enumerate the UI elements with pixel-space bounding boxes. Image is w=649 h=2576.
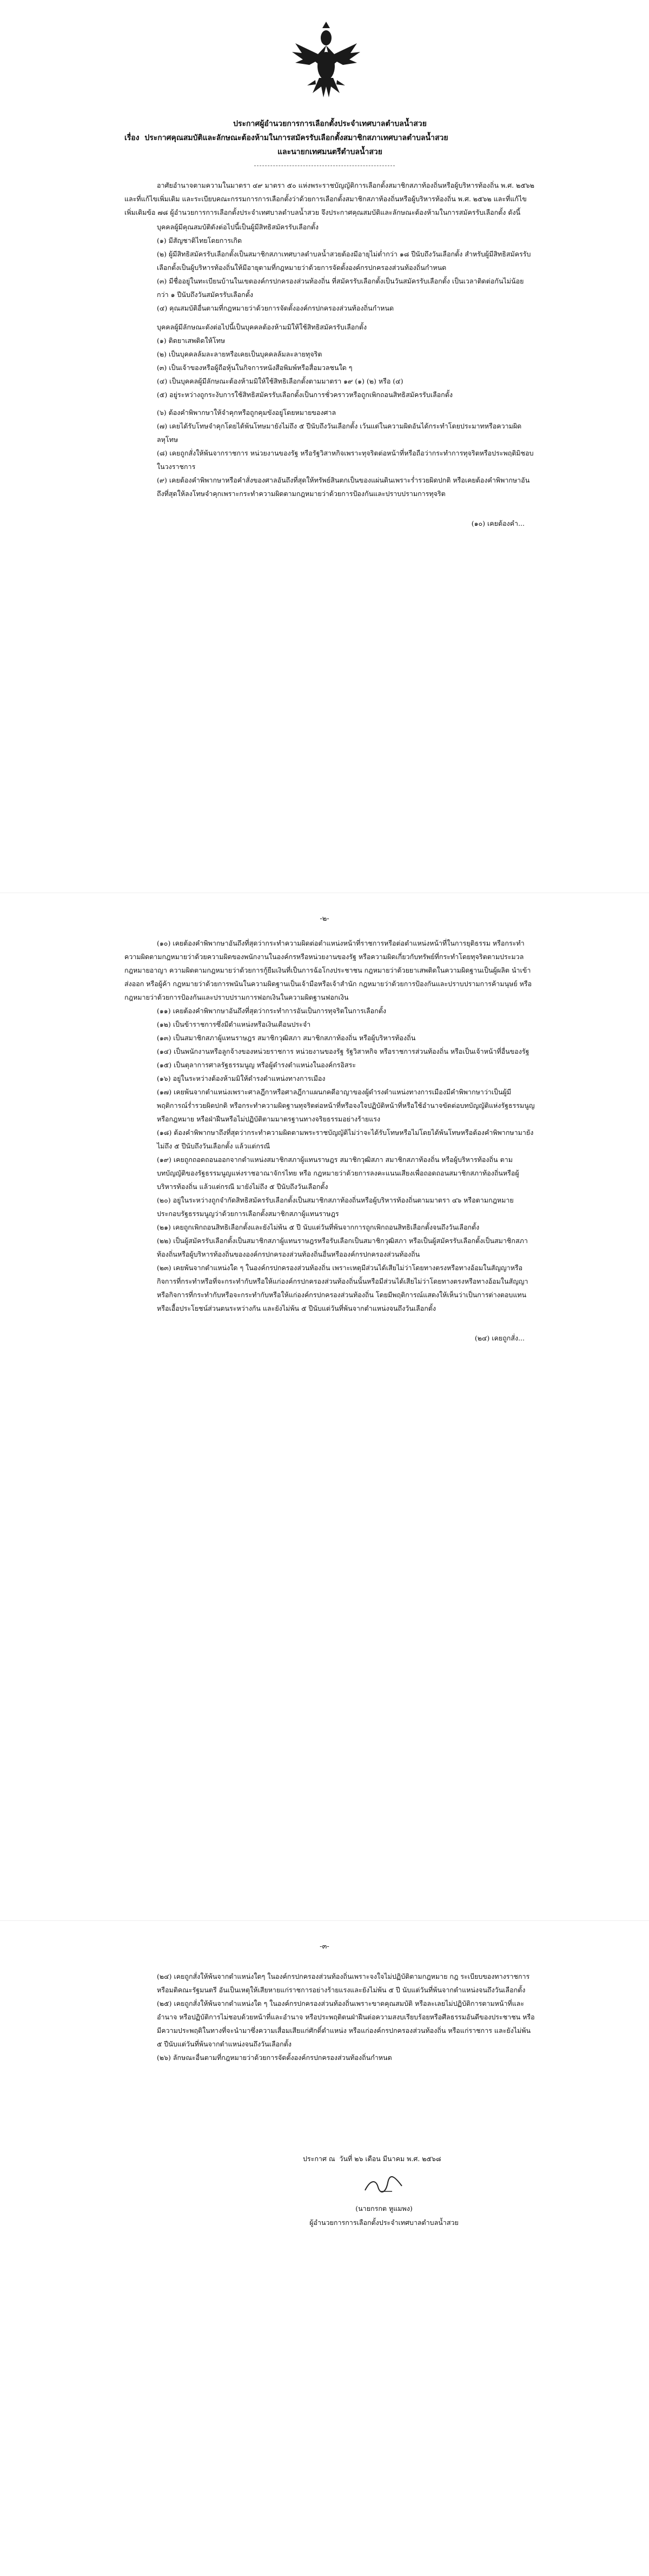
document-page-3 (0, 1920, 649, 2576)
announce-prefix: ประกาศ ณ (303, 2155, 335, 2163)
prohibition-item: (๑๗) เคยพ้นจากตำแหน่งเพราะศาลฎีกาหรือศาลฎีกาแผนกคดีอาญาของผู้ดำรงตำแหน่งทางการเมืองมีคำพิพากษาว่าเป็นผู้มีพฤติการณ์ร่ำรวยผิดปกติ หรือกระทำความผิดฐานทุจริตต่อหน้าที่หรือจงใจปฏิบัติหน้าที่หรือใช้อำนาจขัดต่อบทบัญญัติแห่งรัฐธรรมนูญหรือกฎหมาย หรือฝ่าฝืนหรือไม่ปฏิบัติตามมาตรฐานทางจริยธรรมอย่างร้ายแรง (157, 1088, 535, 1123)
prohibition-item: (๕) อยู่ระหว่างถูกระงับการใช้สิทธิสมัครรับเลือกตั้งเป็นการชั่วคราวหรือถูกเพิกถอนสิทธิสมัครรับเลือกตั้ง (157, 391, 453, 399)
page-number: -๓- (320, 1943, 329, 1951)
prohibition-item: (๒๒) เป็นผู้สมัครรับเลือกตั้งเป็นสมาชิกสภาผู้แทนราษฎรหรือรับเลือกเป็นสมาชิกวุฒิสภา หรือเป็นผู้สมัครรับเลือกตั้งเป็นสมาชิกสภาท้องถิ่นหรือผู้บริหารท้องถิ่นขององค์กรปกครองส่วนท้องถิ่นอื่นหรือองค์กรปกครองส่วนท้องถิ่น (157, 1237, 528, 1258)
page-1-body (124, 179, 535, 530)
prohibition-item: (๑๔) เป็นพนักงานหรือลูกจ้างของหน่วยราชการ หน่วยงานของรัฐ รัฐวิสาหกิจ หรือราชการส่วนท้องถิ่น หรือเป็นเจ้าหน้าที่อื่นของรัฐ (157, 1047, 529, 1055)
document-page-2 (0, 893, 649, 1921)
prohibition-item: (๒๓) เคยพ้นจากตำแหน่งใด ๆ ในองค์กรปกครองส่วนท้องถิ่น เพราะเหตุมีส่วนได้เสียไม่ว่าโดยทางตรงหรือทางอ้อมในสัญญาหรือกิจการที่กระทำหรือที่จะกระทำกับหรือให้แก่องค์กรปกครองส่วนท้องถิ่นนั้นหรือมีส่วนได้เสียไม่ว่าโดยทางตรงหรือทางอ้อมในสัญญาหรือกิจการที่กระทำกับหรือจะกระทำกับหรือให้แก่องค์กรปกครองส่วนท้องถิ่น โดยมีพฤติการณ์แสดงให้เห็นว่าเป็นการต่างตอบแทนหรือเอื้อประโยชน์ส่วนตนระหว่างกัน และยังไม่พ้น ๕ ปีนับแต่วันที่พ้นจากตำแหน่งจนถึงวันเลือกตั้ง (157, 1264, 528, 1312)
prohibition-item: (๘) เคยถูกสั่งให้พ้นจากราชการ หน่วยงานของรัฐ หรือรัฐวิสาหกิจเพราะทุจริตต่อหน้าที่หรือถือว่ากระทำการทุจริตหรือประพฤติมิชอบในวงราชการ (157, 449, 534, 471)
prohibition-item: (๒๐) อยู่ในระหว่างถูกจำกัดสิทธิสมัครรับเลือกตั้งเป็นสมาชิกสภาท้องถิ่นหรือผู้บริหารท้องถิ่นตามมาตรา ๔๖ หรือตามกฎหมายประกอบรัฐธรรมนูญว่าด้วยการเลือกตั้งสมาชิกสภาผู้แทนราษฎร (157, 1196, 514, 1218)
prohibition-item: (๑๒) เป็นข้าราชการซึ่งมีตำแหน่งหรือเงินเดือนประจำ (157, 1020, 311, 1028)
qualification-item: (๑) มีสัญชาติไทยโดยการเกิด (157, 236, 242, 245)
prohibition-item: (๑๐) เคยต้องคำพิพากษาอันถึงที่สุดว่ากระทำความผิดต่อตำแหน่งหน้าที่ราชการหรือต่อตำแหน่งหน้าที่ในการยุติธรรม หรือกระทำความผิดตามกฎหมายว่าด้วยความผิดของพนักงานในองค์กรหรือหน่วยงานของรัฐ หรือความผิดเกี่ยวกับทรัพย์ที่กระทำโดยทุจริตตามประมวลกฎหมายอาญา ความผิดตามกฎหมายว่าด้วยการกู้ยืมเงินที่เป็นการฉ้อโกงประชาชน กฎหมายว่าด้วยยาเสพติดในความผิดฐานเป็นผู้ผลิต นำเข้า ส่งออก หรือผู้ค้า กฎหมายว่าด้วยการพนันในความผิดฐานเป็นเจ้ามือหรือเจ้าสำนัก กฎหมายว่าด้วยการป้องกันและปราบปรามการค้ามนุษย์ หรือ กฎหมายว่าด้วยการป้องกันและปราบปรามการฟอกเงินในความผิดฐานฟอกเงิน (124, 939, 532, 1001)
qualification-item: (๓) มีชื่ออยู่ในทะเบียนบ้านในเขตองค์กรปกครองส่วนท้องถิ่น ที่สมัครรับเลือกตั้งเป็นวันสมัครรับเลือกตั้ง เป็นเวลาติดต่อกันไม่น้อยกว่า ๑ ปีนับถึงวันสมัครรับเลือกตั้ง (157, 277, 524, 299)
subject-text: ประกาศคุณสมบัติและลักษณะต้องห้ามในการสมัครรับเลือกตั้งสมาชิกสภาเทศบาลตำบลน้ำสวย (144, 134, 448, 142)
prohibition-item: (๒๑) เคยถูกเพิกถอนสิทธิเลือกตั้งและยังไม่พ้น ๕ ปี นับแต่วันที่พ้นจากการถูกเพิกถอนสิทธิเลือกตั้งจนถึงวันเลือกตั้ง (157, 1223, 480, 1231)
prohibition-item: (๑๑) เคยต้องคำพิพากษาอันถึงที่สุดว่ากระทำการอันเป็นการทุจริตในการเลือกตั้ง (157, 1007, 386, 1015)
prohibition-item: (๑๙) เคยถูกถอดถอนออกจากตำแหน่งสมาชิกสภาผู้แทนราษฎร สมาชิกวุฒิสภา สมาชิกสภาท้องถิ่น หรือผู้บริหารท้องถิ่น ตามบทบัญญัติของรัฐธรรมนูญแห่งราชอาณาจักรไทย หรือ กฎหมายว่าด้วยการลงคะแนนเสียงเพื่อถอดถอนสมาชิกสภาท้องถิ่นหรือผู้บริหารท้องถิ่น แล้วแต่กรณี มายังไม่ถึง ๕ ปีนับถึงวันเลือกตั้ง (157, 1155, 519, 1191)
signatory-name: (นายกรกต หูแมพง) (355, 2204, 413, 2212)
page-3-body (124, 1970, 535, 2064)
prohibition-item: (๖) ต้องคำพิพากษาให้จำคุกหรือถูกคุมขังอยู่โดยหมายของศาล (157, 408, 336, 417)
announcement-date (303, 2154, 519, 2164)
prohibition-item: (๒๕) เคยถูกสั่งให้พ้นจากตำแหน่งใด ๆ ในองค์กรปกครองส่วนท้องถิ่นเพราะขาดคุณสมบัติ หรือละเลยไม่ปฏิบัติการตามหน้าที่และอำนาจ หรือปฏิบัติการไม่ชอบด้วยหน้าที่และอำนาจ หรือประพฤติตนฝ่าฝืนต่อความสงบเรียบร้อยหรือศีลธรรมอันดีของประชาชน หรือมีความประพฤติในทางที่จะนำมาซึ่งความเสื่อมเสียแก่ศักดิ์ตำแหน่ง หรือแก่องค์กรปกครองส่วนท้องถิ่น หรือแก่ราชการ และยังไม่พ้น ๕ ปีนับแต่วันที่พ้นจากตำแหน่งจนถึงวันเลือกตั้ง (157, 1999, 535, 2048)
qualification-item: (๔) คุณสมบัติอื่นตามที่กฎหมายว่าด้วยการจัดตั้งองค์กรปกครองส่วนท้องถิ่นกำหนด (157, 304, 394, 312)
announce-date-text: วันที่ ๒๖ เดือน มีนาคม พ.ศ. ๒๕๖๘ (339, 2155, 441, 2163)
prohibition-item: (๔) เป็นบุคคลผู้มีลักษณะต้องห้ามมิให้ใช้สิทธิเลือกตั้งตามมาตรา ๑๙ (๑) (๒) หรือ (๔) (157, 377, 403, 385)
continuation-marker: (๒๔) เคยถูกสั่ง... (474, 1334, 525, 1342)
document-page-1 (0, 0, 649, 893)
prohibition-item: (๒) เป็นบุคคลล้มละลายหรือเคยเป็นบุคคลล้มละลายทุจริต (157, 350, 322, 358)
subject-label: เรื่อง (124, 134, 140, 142)
qualifications-heading: บุคคลผู้มีคุณสมบัติดังต่อไปนี้เป็นผู้มีสิทธิสมัครรับเลือกตั้ง (157, 223, 319, 231)
prohibition-item: (๑๕) เป็นตุลาการศาลรัฐธรรมนูญ หรือผู้ดำรงตำแหน่งในองค์กรอิสระ (157, 1061, 356, 1069)
document-header (124, 117, 535, 159)
prohibition-item: (๑๘) ต้องคำพิพากษาถึงที่สุดว่ากระทำความผิดตามพระราชบัญญัติไม่ว่าจะได้รับโทษหรือไม่โดยได้พ้นโทษหรือต้องคำพิพากษามายังไม่ถึง ๕ ปีนับถึงวันเลือกตั้ง แล้วแต่กรณี (157, 1128, 534, 1150)
prohibition-item: (๑๓) เป็นสมาชิกสภาผู้แทนราษฎร สมาชิกวุฒิสภา สมาชิกสภาท้องถิ่น หรือผู้บริหารท้องถิ่น (157, 1034, 416, 1042)
garuda-emblem-icon (291, 22, 361, 103)
prohibition-item: (๙) เคยต้องคำพิพากษาหรือคำสั่งของศาลอันถึงที่สุดให้ทรัพย์สินตกเป็นของแผ่นดินเพราะร่ำรวยผิดปกติ หรือเคยต้องคำพิพากษาอันถึงที่สุดให้ลงโทษจำคุกเพราะกระทำความผิดตามกฎหมายว่าด้วยการป้องกันและปราบปรามการทุจริต (157, 476, 530, 498)
prohibition-item: (๗) เคยได้รับโทษจำคุกโดยได้พ้นโทษมายังไม่ถึง ๕ ปีนับถึงวันเลือกตั้ง เว้นแต่ในความผิดอันได้กระทำโดยประมาทหรือความผิดลหุโทษ (157, 422, 522, 444)
prohibition-item: (๑๖) อยู่ในระหว่างต้องห้ามมิให้ดำรงตำแหน่งทางการเมือง (157, 1074, 326, 1082)
prohibition-item: (๒๖) ลักษณะอื่นตามที่กฎหมายว่าด้วยการจัดตั้งองค์กรปกครองส่วนท้องถิ่นกำหนด (157, 2053, 392, 2062)
prohibition-item: (๓) เป็นเจ้าของหรือผู้ถือหุ้นในกิจการหนังสือพิมพ์หรือสื่อมวลชนใด ๆ (157, 364, 353, 372)
intro-paragraph: อาศัยอำนาจตามความในมาตรา ๔๙ มาตรา ๕๐ แห่งพระราชบัญญัติการเลือกตั้งสมาชิกสภาท้องถิ่นหรือผู้บริหารท้องถิ่น พ.ศ. ๒๕๖๒ และที่แก้ไขเพิ่มเติม และระเบียบคณะกรรมการการเลือกตั้งว่าด้วยการเลือกตั้งสมาชิกสภาท้องถิ่นหรือผู้บริหารท้องถิ่น พ.ศ. ๒๕๖๒ และที่แก้ไขเพิ่มเติมข้อ ๗๘ ผู้อำนวยการการเลือกตั้งประจำเทศบาลตำบลน้ำสวย จึงประกาศคุณสมบัติและลักษณะต้องห้ามในการสมัครรับเลือกตั้ง ดังนี้ (124, 181, 534, 216)
page-2-body (124, 936, 535, 1345)
page-number: -๒- (320, 915, 329, 923)
prohibition-item: (๒๔) เคยถูกสั่งให้พ้นจากตำแหน่งใดๆ ในองค์กรปกครองส่วนท้องถิ่นเพราะจงใจไม่ปฏิบัติตามกฎหมาย กฎ ระเบียบของทางราชการ หรือมติคณะรัฐมนตรี อันเป็นเหตุให้เสียหายแก่ราชการอย่างร้ายแรงและยังไม่พ้น ๕ ปี นับแต่วันที่พ้นจากตำแหน่งจนถึงวันเลือกตั้ง (157, 1972, 530, 1994)
subject-line (124, 131, 535, 145)
prohibition-item: (๑) ติดยาเสพติดให้โทษ (157, 336, 226, 345)
handwritten-signature-icon (360, 2175, 408, 2197)
continuation-marker: (๑๐) เคยต้องคำ... (471, 519, 525, 527)
qualification-item: (๒) ผู้มีสิทธิสมัครรับเลือกตั้งเป็นสมาชิกสภาเทศบาลตำบลน้ำสวยต้องมีอายุไม่ต่ำกว่า ๑๘ ปีนับถึงวันเลือกตั้ง สำหรับผู้มีสิทธิสมัครรับเลือกตั้งเป็นผู้บริหารท้องถิ่นให้มีอายุตามที่กฎหมายว่าด้วยการจัดตั้งองค์กรปกครองส่วนท้องถิ่นกำหนด (157, 250, 531, 272)
announcement-title: ประกาศผู้อำนวยการการเลือกตั้งประจำเทศบาลตำบลน้ำสวย (233, 120, 427, 128)
subject-text-cont: และนายกเทศมนตรีตำบลน้ำสวย (277, 148, 382, 156)
signatory-position: ผู้อำนวยการการเลือกตั้งประจำเทศบาลตำบลน้ำสวย (309, 2218, 459, 2227)
signature-block (303, 2175, 465, 2230)
prohibitions-heading: บุคคลผู้มีลักษณะดังต่อไปนี้เป็นบุคคลต้องห้ามมิให้ใช้สิทธิสมัครรับเลือกตั้ง (157, 323, 367, 331)
